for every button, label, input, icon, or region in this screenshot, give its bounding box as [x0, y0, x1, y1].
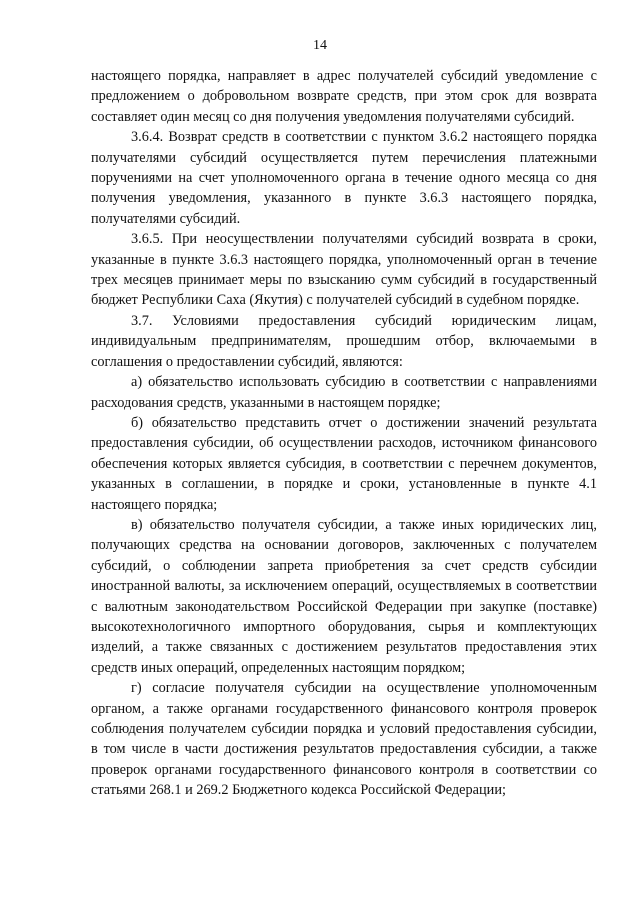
paragraph-item-v: в) обязательство получателя субсидии, а также иных юридических лиц, получающих средства на основании договоров, заключенных с получателем субсидий, о соблюдении запрета приобретения за счет средств субсидии иностранной валюты, за исключением операций, осуществляемых в соответствии с валютным законодательством Российской Федерации при закупке (поставке) высокотехнологичного импортного оборудования, сырья и комплектующих изделий, а также связанных с достижением результатов предоставления этих средств иных операций, определенных настоящим порядком; — [91, 516, 597, 676]
paragraph-item-a: а) обязательство использовать субсидию в соответствии с направлениями расходования средств, указанными в настоящем порядке; — [91, 374, 597, 411]
paragraph-item-g: г) согласие получателя субсидии на осуществление уполномоченным органом, а также органами государственного финансового контроля проверок соблюдения получателем субсидии порядка и условий предоставления субсидии, в том числе в части достижения результатов предоставления субсидии, а также проверок органами государственного финансового контроля в соответствии со статьями 268.1 и 269.2 Бюджетного кодекса Российской Федерации; — [91, 680, 597, 799]
paragraph-continuation: настоящего порядка, направляет в адрес получателей субсидий уведомление с предложением о добровольном возврате средств, при этом срок для возврата составляет один месяц со дня получения уведомления получателями субсидий. — [91, 68, 597, 125]
document-body — [91, 66, 597, 801]
paragraph-3-6-4: 3.6.4. Возврат средств в соответствии с пунктом 3.6.2 настоящего порядка получателями субсидий осуществляется путем перечисления платежными поручениями на счет уполномоченного органа в течение одного месяца со дня получения уведомления, указанного в пункте 3.6.3 настоящего порядка, получателями субсидий. — [91, 129, 597, 227]
page-number: 14 — [313, 38, 327, 53]
paragraph-item-b: б) обязательство представить отчет о достижении значений результата предоставления субсидии, об осуществлении расходов, источником финансового обеспечения которых является субсидия, в соответствии с перечнем документов, указанных в соглашении, в порядке и сроки, установленные в пункте 4.1 настоящего порядка; — [91, 414, 597, 513]
paragraph-3-7: 3.7. Условиями предоставления субсидий юридическим лицам, индивидуальным предпринимателям, прошедшим отбор, включаемыми в соглашения о предоставлении субсидий, являются: — [91, 312, 597, 370]
paragraph-3-6-5: 3.6.5. При неосуществлении получателями субсидий возврата в сроки, указанные в пункте 3.6.3 настоящего порядка, уполномоченный орган в течение трех месяцев принимает меры по взысканию сумм субсидий в государственный бюджет Республики Саха (Якутия) с получателей субсидий в судебном порядке. — [91, 231, 597, 309]
